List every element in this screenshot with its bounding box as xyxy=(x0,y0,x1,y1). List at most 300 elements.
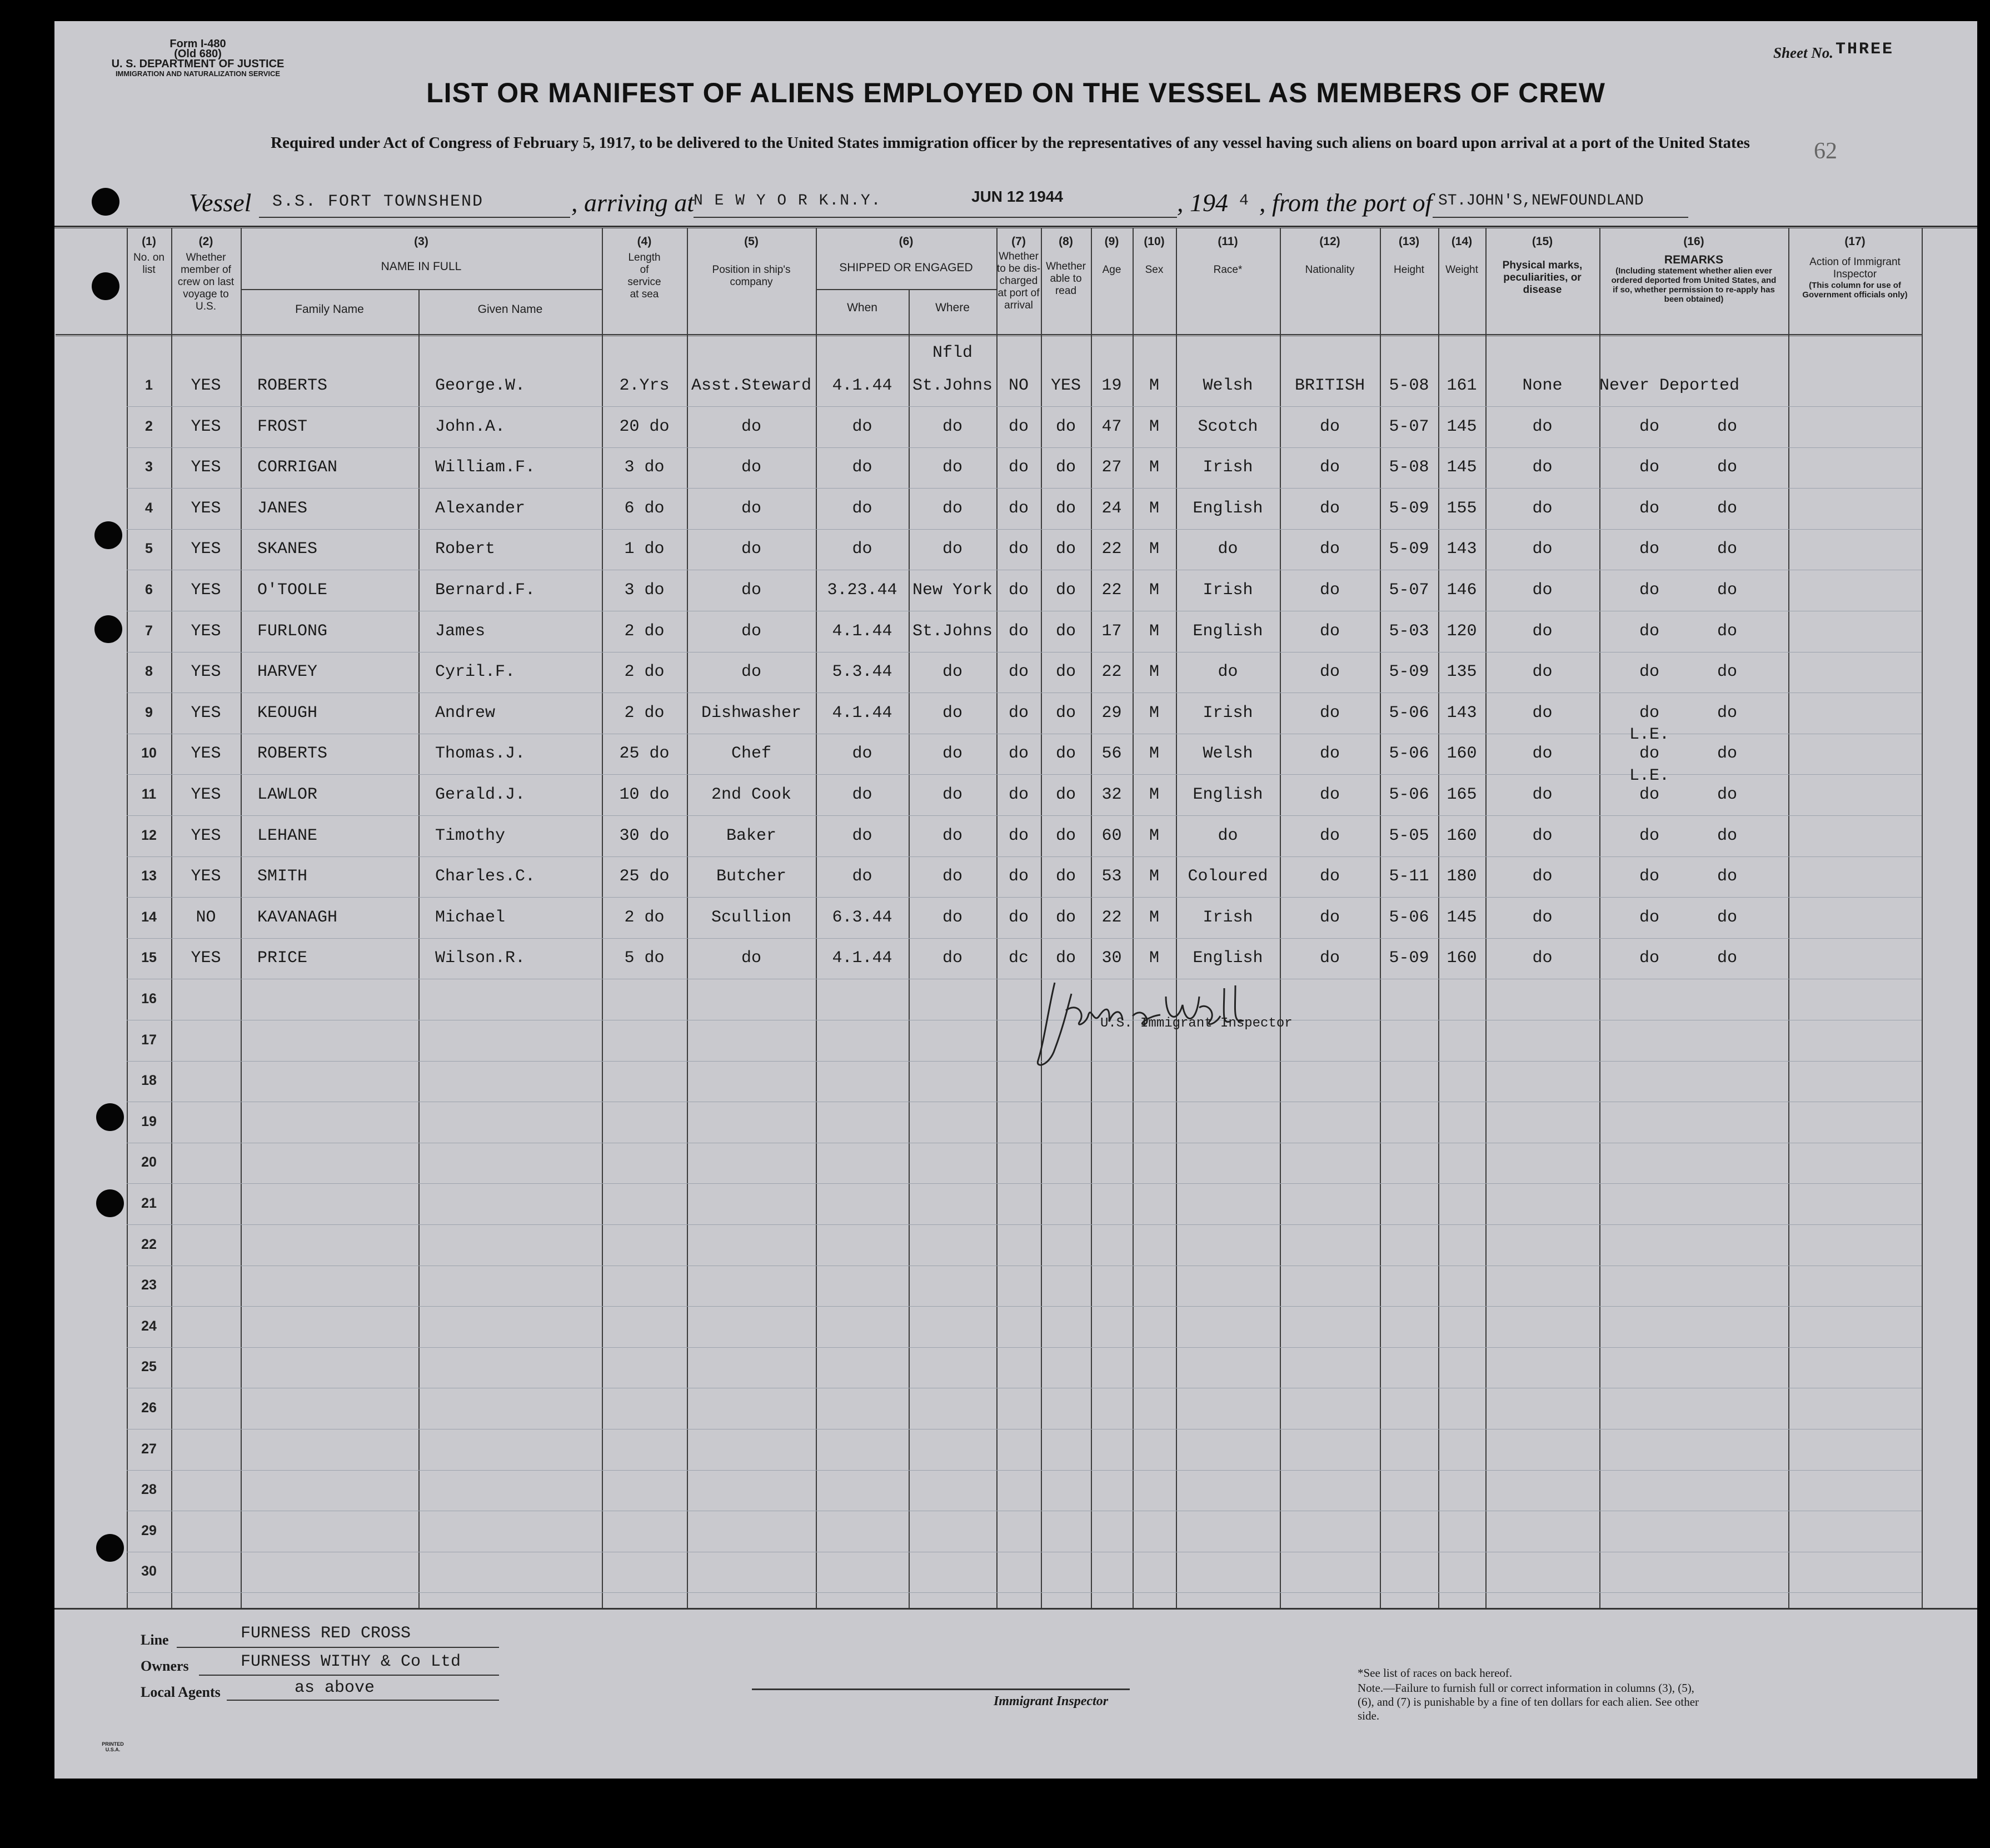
row-number: 1 xyxy=(145,377,153,393)
crew-member-cell: YES xyxy=(191,703,221,723)
penalty-note: Note.—Failure to furnish full or correct information in columns (3), (5), (6), and (7) is punishable by a fine of ten dollars for each alien. See other side. xyxy=(1358,1681,1699,1722)
height-cell: 5-11 xyxy=(1389,867,1429,886)
action-cell: do xyxy=(1717,581,1737,600)
remarks-cell: Never Deported xyxy=(1599,376,1740,395)
crew-member-cell: YES xyxy=(191,826,221,845)
crew-member-cell: YES xyxy=(191,376,221,395)
action-cell: do xyxy=(1717,949,1737,968)
sex-cell: M xyxy=(1149,703,1159,723)
sex-cell: M xyxy=(1149,458,1159,477)
read-cell: do xyxy=(1055,499,1076,518)
given-name-cell: Bernard.F. xyxy=(435,581,536,600)
nationality-cell: do xyxy=(1319,663,1340,682)
race-cell: English xyxy=(1193,621,1263,641)
remarks-cell: do xyxy=(1639,458,1659,477)
header-crew-member: (2) Whether member of crew on last voyage to U.S. xyxy=(177,235,235,312)
service-cell: 5 do xyxy=(624,949,665,968)
header-weight: (14) Weight xyxy=(1445,235,1478,276)
owners-value: FURNESS WITHY & Co Ltd xyxy=(241,1652,461,1671)
read-cell: do xyxy=(1055,621,1076,641)
read-cell: do xyxy=(1055,908,1076,927)
inspector-label: Immigrant Inspector xyxy=(994,1694,1109,1708)
read-cell: do xyxy=(1055,540,1076,559)
remarks-cell: do xyxy=(1639,703,1659,723)
shipped-when-cell: 3.23.44 xyxy=(827,581,897,600)
row-number: 13 xyxy=(141,868,157,884)
empty-row-number: 19 xyxy=(141,1113,157,1129)
row-number: 9 xyxy=(145,704,153,720)
row-rule xyxy=(127,1306,1922,1307)
remarks-cell: do xyxy=(1639,785,1659,804)
family-name-cell: O'TOOLE xyxy=(257,581,328,600)
nationality-cell: do xyxy=(1319,540,1340,559)
header-nationality: (12) Nationality xyxy=(1305,235,1355,276)
weight-cell: 161 xyxy=(1447,376,1477,395)
form-number: Form I-480 (Old 680) U. S. DEPARTMENT OF JUSTICE IMMIGRATION AND NATURALIZATION SERVICE xyxy=(111,38,285,78)
weight-cell: 135 xyxy=(1447,663,1477,682)
nationality-cell: BRITISH xyxy=(1294,376,1365,395)
header-remarks: (16) REMARKS (Including statement whether alien ever ordered deported from United States, and if so, whether permission to re-apply has been obtained) xyxy=(1611,235,1777,304)
discharged-cell: do xyxy=(1008,908,1029,927)
race-cell: Irish xyxy=(1203,703,1253,723)
weight-cell: 160 xyxy=(1447,826,1477,845)
empty-row-number: 21 xyxy=(141,1196,157,1211)
row-rule xyxy=(127,1347,1922,1348)
nationality-cell: do xyxy=(1319,417,1340,436)
remarks-cell: do xyxy=(1639,540,1659,559)
race-cell: Welsh xyxy=(1203,376,1253,395)
service-cell: 2 do xyxy=(624,908,665,927)
vessel-label: Vessel xyxy=(189,188,252,217)
weight-cell: 160 xyxy=(1447,744,1477,764)
shipped-when-cell: do xyxy=(852,826,872,845)
given-name-cell: Charles.C. xyxy=(435,867,536,886)
physical-marks-cell: do xyxy=(1532,417,1553,436)
position-cell: 2nd Cook xyxy=(711,785,792,804)
shipped-when-cell: do xyxy=(852,499,872,518)
shipped-when-cell: 4.1.44 xyxy=(832,703,892,723)
empty-row-number: 22 xyxy=(141,1236,157,1252)
read-cell: do xyxy=(1055,663,1076,682)
service-cell: 30 do xyxy=(619,826,670,845)
agents-label: Local Agents xyxy=(141,1684,221,1700)
service-cell: 3 do xyxy=(624,581,665,600)
physical-marks-cell: do xyxy=(1532,499,1553,518)
header-no: (1) No. on list xyxy=(133,235,164,276)
remarks-cell: do xyxy=(1639,663,1659,682)
weight-cell: 145 xyxy=(1447,908,1477,927)
race-cell: Scotch xyxy=(1198,417,1258,436)
row-number: 4 xyxy=(145,500,153,516)
race-cell: English xyxy=(1193,785,1263,804)
service-cell: 2 do xyxy=(624,703,665,723)
sex-cell: M xyxy=(1149,867,1159,886)
age-cell: 53 xyxy=(1101,867,1122,886)
discharged-cell: do xyxy=(1008,663,1029,682)
position-cell: Dishwasher xyxy=(701,703,802,723)
nationality-cell: do xyxy=(1319,785,1340,804)
remarks-cell: do xyxy=(1639,826,1659,845)
shipped-where-cell: do xyxy=(942,785,962,804)
service-cell: 10 do xyxy=(619,785,670,804)
row-rule xyxy=(127,1470,1922,1471)
sex-cell: M xyxy=(1149,744,1159,764)
height-cell: 5-08 xyxy=(1389,458,1429,477)
physical-marks-cell: do xyxy=(1532,663,1553,682)
row-rule xyxy=(127,815,1922,816)
row-rule xyxy=(127,938,1922,939)
header-discharged: (7) Whether to be dis- charged at port of arrival xyxy=(996,235,1041,311)
header-when: When xyxy=(847,301,877,314)
row-rule xyxy=(127,1224,1922,1225)
shipped-where-cell: St.Johns xyxy=(912,621,993,641)
position-cell: do xyxy=(741,949,761,968)
height-cell: 5-06 xyxy=(1389,703,1429,723)
shipped-where-cell: do xyxy=(942,663,962,682)
agents-value: as above xyxy=(295,1678,375,1697)
discharged-cell: do xyxy=(1008,499,1029,518)
vessel-name: S.S. FORT TOWNSHEND xyxy=(272,192,484,211)
action-cell: do xyxy=(1717,867,1737,886)
given-name-cell: Robert xyxy=(435,540,496,559)
weight-cell: 165 xyxy=(1447,785,1477,804)
given-name-cell: Gerald.J. xyxy=(435,785,526,804)
sex-cell: M xyxy=(1149,663,1159,682)
discharged-cell: do xyxy=(1008,703,1029,723)
page-mark: 62 xyxy=(1814,138,1837,164)
empty-row-number: 27 xyxy=(141,1441,157,1457)
discharged-cell: do xyxy=(1008,826,1029,845)
shipped-where-cell: do xyxy=(942,703,962,723)
row-number: 6 xyxy=(145,582,153,597)
sex-cell: M xyxy=(1149,621,1159,641)
discharged-cell: do xyxy=(1008,867,1029,886)
read-cell: do xyxy=(1055,867,1076,886)
remarks-cell: do xyxy=(1639,417,1659,436)
crew-member-cell: YES xyxy=(191,867,221,886)
physical-marks-cell: do xyxy=(1532,785,1553,804)
given-name-cell: William.F. xyxy=(435,458,536,477)
position-cell: Scullion xyxy=(711,908,792,927)
header-race: (11) Race* xyxy=(1213,235,1243,276)
crew-member-cell: NO xyxy=(196,908,216,927)
read-cell: do xyxy=(1055,826,1076,845)
action-cell: do xyxy=(1717,458,1737,477)
action-cell: do xyxy=(1717,621,1737,641)
shipped-when-cell: 4.1.44 xyxy=(832,949,892,968)
row-rule xyxy=(127,856,1922,857)
sex-cell: M xyxy=(1149,949,1159,968)
height-cell: 5-06 xyxy=(1389,744,1429,764)
height-cell: 5-09 xyxy=(1389,540,1429,559)
action-cell: do xyxy=(1717,744,1737,764)
empty-row-number: 18 xyxy=(141,1073,157,1089)
family-name-cell: KAVANAGH xyxy=(257,908,338,927)
read-cell: YES xyxy=(1050,376,1081,395)
remarks-note: L.E. xyxy=(1629,725,1669,745)
action-cell: do xyxy=(1717,908,1737,927)
header-physical-marks: (15) Physical marks, peculiarities, or disease xyxy=(1502,235,1583,296)
remarks-cell: do xyxy=(1639,949,1659,968)
action-cell: do xyxy=(1717,499,1737,518)
weight-cell: 146 xyxy=(1447,581,1477,600)
row-number: 3 xyxy=(145,459,153,475)
given-name-cell: Wilson.R. xyxy=(435,949,526,968)
shipped-where-cell: do xyxy=(942,867,962,886)
weight-cell: 180 xyxy=(1447,867,1477,886)
shipped-when-cell: 4.1.44 xyxy=(832,621,892,641)
sex-cell: M xyxy=(1149,908,1159,927)
sex-cell: M xyxy=(1149,376,1159,395)
header-service: (4) Length of service at sea xyxy=(627,235,661,300)
empty-row-number: 23 xyxy=(141,1277,157,1293)
position-cell: do xyxy=(741,458,761,477)
shipped-when-cell: do xyxy=(852,744,872,764)
remarks-cell: do xyxy=(1639,908,1659,927)
header-read: (8) Whether able to read xyxy=(1046,235,1086,297)
age-cell: 17 xyxy=(1101,621,1122,641)
shipped-when-cell: 4.1.44 xyxy=(832,376,892,395)
row-rule xyxy=(127,488,1922,489)
age-cell: 56 xyxy=(1101,744,1122,764)
shipped-where-cell: do xyxy=(942,417,962,436)
sheet-number-label: Sheet No. xyxy=(1773,44,1833,61)
position-cell: Butcher xyxy=(716,867,787,886)
line-value: FURNESS RED CROSS xyxy=(241,1624,411,1643)
race-cell: Coloured xyxy=(1188,867,1268,886)
shipped-when-cell: 6.3.44 xyxy=(832,908,892,927)
physical-marks-cell: do xyxy=(1532,581,1553,600)
crew-member-cell: YES xyxy=(191,621,221,641)
shipped-when-cell: 5.3.44 xyxy=(832,663,892,682)
family-name-cell: FROST xyxy=(257,417,308,436)
row-rule xyxy=(127,447,1922,448)
service-cell: 3 do xyxy=(624,458,665,477)
family-name-cell: ROBERTS xyxy=(257,376,328,395)
nationality-cell: do xyxy=(1319,867,1340,886)
height-cell: 5-05 xyxy=(1389,826,1429,845)
nationality-cell: do xyxy=(1319,499,1340,518)
header-given-name: Given Name xyxy=(477,303,543,316)
crew-member-cell: YES xyxy=(191,744,221,764)
empty-row-number: 16 xyxy=(141,991,157,1007)
shipped-where-cell: St.Johns xyxy=(912,376,993,395)
age-cell: 22 xyxy=(1101,540,1122,559)
empty-row-number: 24 xyxy=(141,1318,157,1334)
service-cell: 2.Yrs xyxy=(619,376,670,395)
physical-marks-cell: do xyxy=(1532,621,1553,641)
nationality-cell: do xyxy=(1319,581,1340,600)
crew-member-cell: YES xyxy=(191,417,221,436)
crew-member-cell: YES xyxy=(191,458,221,477)
discharged-cell: do xyxy=(1008,458,1029,477)
shipped-when-cell: do xyxy=(852,867,872,886)
race-cell: do xyxy=(1218,663,1238,682)
given-name-cell: Timothy xyxy=(435,826,506,845)
weight-cell: 143 xyxy=(1447,540,1477,559)
height-cell: 5-09 xyxy=(1389,499,1429,518)
age-cell: 22 xyxy=(1101,908,1122,927)
height-cell: 5-06 xyxy=(1389,908,1429,927)
physical-marks-cell: do xyxy=(1532,826,1553,845)
sex-cell: M xyxy=(1149,826,1159,845)
crew-member-cell: YES xyxy=(191,581,221,600)
crew-member-cell: YES xyxy=(191,499,221,518)
race-cell: Irish xyxy=(1203,581,1253,600)
binder-hole xyxy=(96,1534,124,1562)
row-number: 7 xyxy=(145,622,153,639)
race-cell: Welsh xyxy=(1203,744,1253,764)
crew-member-cell: YES xyxy=(191,540,221,559)
family-name-cell: HARVEY xyxy=(257,663,318,682)
height-cell: 5-07 xyxy=(1389,417,1429,436)
row-rule xyxy=(127,1183,1922,1184)
family-name-cell: SKANES xyxy=(257,540,318,559)
race-cell: Irish xyxy=(1203,458,1253,477)
action-cell: do xyxy=(1717,785,1737,804)
physical-marks-cell: do xyxy=(1532,540,1553,559)
nationality-cell: do xyxy=(1319,744,1340,764)
action-cell: do xyxy=(1717,826,1737,845)
empty-row-number: 28 xyxy=(141,1482,157,1498)
position-cell: Asst.Steward xyxy=(691,376,812,395)
nationality-cell: do xyxy=(1319,908,1340,927)
crew-member-cell: YES xyxy=(191,785,221,804)
read-cell: do xyxy=(1055,949,1076,968)
position-cell: do xyxy=(741,499,761,518)
binder-hole xyxy=(94,615,122,643)
family-name-cell: SMITH xyxy=(257,867,308,886)
row-number: 11 xyxy=(141,786,157,802)
read-cell: do xyxy=(1055,417,1076,436)
remarks-cell: do xyxy=(1639,744,1659,764)
crew-member-cell: YES xyxy=(191,663,221,682)
binder-hole xyxy=(94,521,122,549)
where-note: Nfld xyxy=(932,343,972,362)
race-cell: do xyxy=(1218,826,1238,845)
read-cell: do xyxy=(1055,785,1076,804)
discharged-cell: do xyxy=(1008,744,1029,764)
discharged-cell: do xyxy=(1008,581,1029,600)
action-cell: do xyxy=(1717,703,1737,723)
age-cell: 60 xyxy=(1101,826,1122,845)
shipped-where-cell: do xyxy=(942,949,962,968)
binder-hole xyxy=(96,1103,124,1131)
row-number: 10 xyxy=(141,745,157,761)
shipped-where-cell: do xyxy=(942,908,962,927)
height-cell: 5-06 xyxy=(1389,785,1429,804)
physical-marks-cell: do xyxy=(1532,744,1553,764)
read-cell: do xyxy=(1055,458,1076,477)
arrival-port: N E W Y O R K.N.Y. xyxy=(694,192,882,210)
family-name-cell: LEHANE xyxy=(257,826,318,845)
inspector-title: U.S. Immigrant Inspector xyxy=(1100,1016,1293,1031)
position-cell: do xyxy=(741,621,761,641)
discharged-cell: dc xyxy=(1008,949,1029,968)
height-cell: 5-09 xyxy=(1389,663,1429,682)
date-stamp: JUN 12 1944 xyxy=(971,188,1064,205)
shipped-when-cell: do xyxy=(852,540,872,559)
family-name-cell: KEOUGH xyxy=(257,703,318,723)
given-name-cell: Cyril.F. xyxy=(435,663,516,682)
physical-marks-cell: None xyxy=(1522,376,1563,395)
position-cell: do xyxy=(741,663,761,682)
arriving-label: , arriving at xyxy=(571,188,695,217)
row-number: 15 xyxy=(141,950,157,966)
header-name: (3) NAME IN FULL xyxy=(381,235,462,273)
age-cell: 22 xyxy=(1101,663,1122,682)
shipped-where-cell: do xyxy=(942,499,962,518)
binder-hole xyxy=(96,1189,124,1217)
given-name-cell: Alexander xyxy=(435,499,526,518)
given-name-cell: Thomas.J. xyxy=(435,744,526,764)
races-note: *See list of races on back hereof. xyxy=(1358,1666,1513,1680)
service-cell: 2 do xyxy=(624,663,665,682)
from-label: , from the port of xyxy=(1259,188,1433,217)
service-cell: 1 do xyxy=(624,540,665,559)
family-name-cell: PRICE xyxy=(257,949,308,968)
shipped-when-cell: do xyxy=(852,417,872,436)
sheet-number: THREE xyxy=(1836,40,1894,59)
row-number: 8 xyxy=(145,664,153,680)
remarks-cell: do xyxy=(1639,581,1659,600)
height-cell: 5-08 xyxy=(1389,376,1429,395)
owners-label: Owners xyxy=(141,1658,189,1674)
binder-hole xyxy=(92,188,119,216)
shipped-where-cell: do xyxy=(942,744,962,764)
given-name-cell: John.A. xyxy=(435,417,506,436)
shipped-where-cell: do xyxy=(942,458,962,477)
row-number: 12 xyxy=(141,827,157,843)
given-name-cell: James xyxy=(435,621,486,641)
read-cell: do xyxy=(1055,581,1076,600)
empty-row-number: 17 xyxy=(141,1032,157,1048)
remarks-cell: do xyxy=(1639,499,1659,518)
nationality-cell: do xyxy=(1319,703,1340,723)
height-cell: 5-03 xyxy=(1389,621,1429,641)
position-cell: do xyxy=(741,540,761,559)
remarks-note: L.E. xyxy=(1629,766,1669,785)
weight-cell: 143 xyxy=(1447,703,1477,723)
discharged-cell: NO xyxy=(1008,376,1029,395)
header-where: Where xyxy=(935,301,970,314)
row-number: 2 xyxy=(145,418,153,434)
height-cell: 5-09 xyxy=(1389,949,1429,968)
shipped-when-cell: do xyxy=(852,785,872,804)
row-rule xyxy=(127,1592,1922,1593)
service-cell: 20 do xyxy=(619,417,670,436)
nationality-cell: do xyxy=(1319,826,1340,845)
header-shipped: (6) SHIPPED OR ENGAGED xyxy=(839,235,973,274)
row-rule xyxy=(127,897,1922,898)
physical-marks-cell: do xyxy=(1532,703,1553,723)
header-family-name: Family Name xyxy=(295,303,364,316)
row-number: 5 xyxy=(145,541,153,557)
race-cell: Irish xyxy=(1203,908,1253,927)
race-cell: English xyxy=(1193,949,1263,968)
read-cell: do xyxy=(1055,703,1076,723)
age-cell: 19 xyxy=(1101,376,1122,395)
line-label: Line xyxy=(141,1632,169,1648)
sex-cell: M xyxy=(1149,785,1159,804)
age-cell: 32 xyxy=(1101,785,1122,804)
shipped-where-cell: do xyxy=(942,826,962,845)
position-cell: Baker xyxy=(726,826,776,845)
age-cell: 30 xyxy=(1101,949,1122,968)
action-cell: do xyxy=(1717,540,1737,559)
row-number: 14 xyxy=(141,909,157,925)
weight-cell: 160 xyxy=(1447,949,1477,968)
